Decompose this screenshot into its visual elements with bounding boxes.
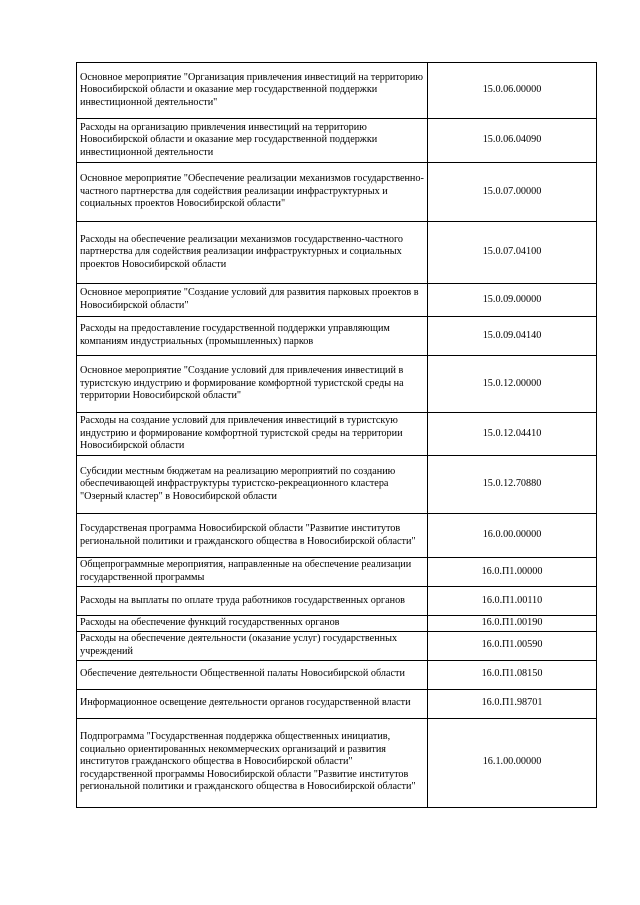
table-row <box>77 616 597 632</box>
row-name: Расходы на обеспечение деятельности (оказание услуг) государственных учреждений <box>77 631 428 660</box>
table-row <box>77 558 597 587</box>
row-name: Расходы на обеспечение функций государственных органов <box>77 616 428 632</box>
table-row <box>77 587 597 616</box>
row-code: 15.0.07.00000 <box>428 163 597 222</box>
row-name: Расходы на создание условий для привлечения инвестиций в туристскую индустрию и формирование комфортной туристской среды на территории Новосибирской области <box>77 413 428 456</box>
row-code: 16.0.П1.00190 <box>428 616 597 632</box>
row-code: 16.0.00.00000 <box>428 514 597 558</box>
row-name: Расходы на предоставление государственной поддержки управляющим компаниям индустриальных (промышленных) парков <box>77 317 428 356</box>
budget-classification-table <box>76 62 597 808</box>
row-code: 16.0.П1.00000 <box>428 558 597 587</box>
table-row <box>77 689 597 718</box>
row-name: Обеспечение деятельности Общественной палаты Новосибирской области <box>77 660 428 689</box>
row-code: 15.0.09.04140 <box>428 317 597 356</box>
row-name: Субсидии местным бюджетам на реализацию мероприятий по созданию обеспечивающей инфраструктуры туристско-рекреационного кластера "Озерный кластер" в Новосибирской области <box>77 456 428 514</box>
row-code: 15.0.07.04100 <box>428 222 597 284</box>
row-name: Основное мероприятие "Обеспечение реализации механизмов государственно-частного партнерства для содействия реализации инфраструктурных и социальных проектов Новосибирской области" <box>77 163 428 222</box>
row-code: 15.0.12.00000 <box>428 356 597 413</box>
row-code: 15.0.12.04410 <box>428 413 597 456</box>
row-code: 15.0.06.00000 <box>428 63 597 119</box>
row-code: 16.1.00.00000 <box>428 718 597 807</box>
table-row <box>77 718 597 807</box>
row-code: 16.0.П1.00590 <box>428 631 597 660</box>
row-name: Информационное освещение деятельности органов государственной власти <box>77 689 428 718</box>
row-name: Основное мероприятие "Создание условий для привлечения инвестиций в туристскую индустрию и формирование комфортной туристской среды на территории Новосибирской области" <box>77 356 428 413</box>
row-name: Государственая программа Новосибирской области "Развитие институтов региональной политики и гражданского общества в Новосибирской области" <box>77 514 428 558</box>
table-row <box>77 119 597 163</box>
table-row <box>77 356 597 413</box>
row-name: Основное мероприятие "Организация привлечения инвестиций на территорию Новосибирской области и оказание мер государственной поддержки инвестиционной деятельности" <box>77 63 428 119</box>
row-name: Основное мероприятие "Создание условий для развития парковых проектов в Новосибирской области" <box>77 284 428 317</box>
row-code: 15.0.09.00000 <box>428 284 597 317</box>
table-row <box>77 317 597 356</box>
row-code: 15.0.12.70880 <box>428 456 597 514</box>
table-row <box>77 456 597 514</box>
table-row <box>77 222 597 284</box>
table-row <box>77 284 597 317</box>
table-row <box>77 631 597 660</box>
table-row <box>77 63 597 119</box>
row-code: 16.0.П1.98701 <box>428 689 597 718</box>
row-name: Расходы на обеспечение реализации механизмов государственно-частного партнерства для содействия реализации инфраструктурных и социальных проектов Новосибирской области <box>77 222 428 284</box>
table-row <box>77 413 597 456</box>
table-row <box>77 660 597 689</box>
row-name: Расходы на организацию привлечения инвестиций на территорию Новосибирской области и оказание мер государственной поддержки инвестиционной деятельности <box>77 119 428 163</box>
row-name: Расходы на выплаты по оплате труда работников государственных органов <box>77 587 428 616</box>
row-code: 15.0.06.04090 <box>428 119 597 163</box>
row-code: 16.0.П1.00110 <box>428 587 597 616</box>
table-row <box>77 163 597 222</box>
row-name: Общепрограммные мероприятия, направленные на обеспечение реализации государственной программы <box>77 558 428 587</box>
row-name: Подпрограмма "Государственная поддержка общественных инициатив, социально ориентированных некоммерческих организаций и развития институтов гражданского общества в Новосибирской области" государственной программы Новосибирской области "Развитие институтов региональной политики и гражданского общества в Новосибирской области" <box>77 718 428 807</box>
table-row <box>77 514 597 558</box>
row-code: 16.0.П1.08150 <box>428 660 597 689</box>
table-body <box>77 63 597 808</box>
